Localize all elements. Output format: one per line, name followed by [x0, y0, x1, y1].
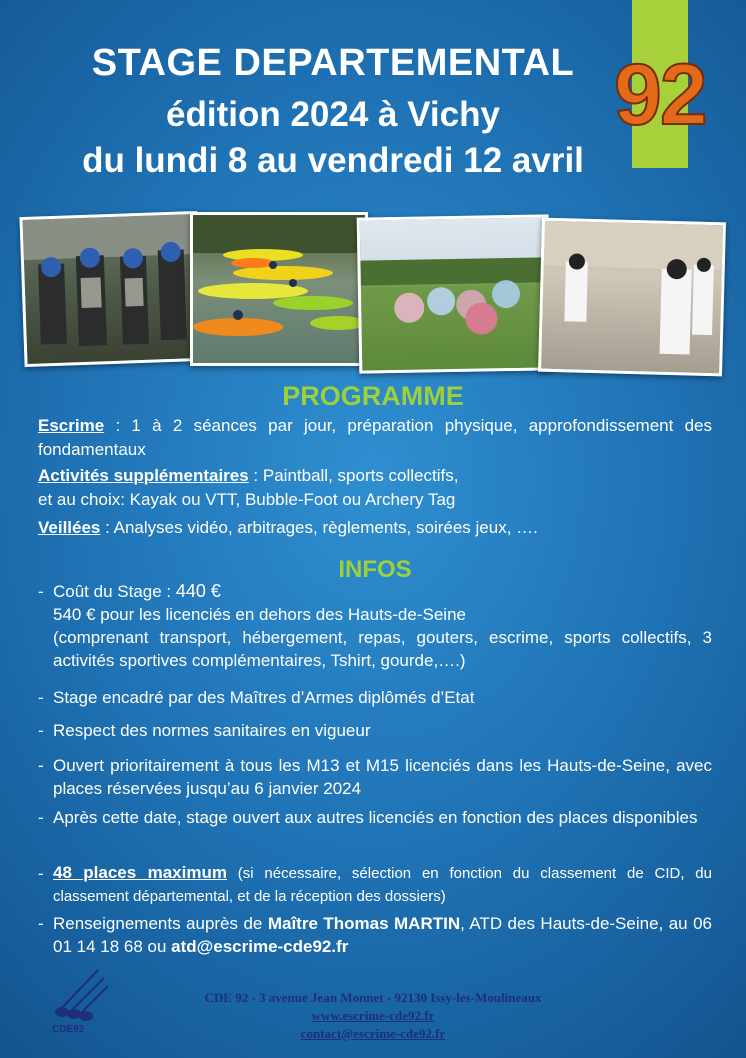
paintball-photo [19, 211, 202, 367]
veillees-text: : Analyses vidéo, arbitrages, règlements, soirées jeux, …. [100, 518, 538, 537]
info-places: - 48 places maximum (si nécessaire, sélection en fonction du classement de CID, du classement départemental, et de la réception des dossiers) [38, 863, 712, 905]
escrime-text: : 1 à 2 séances par jour, préparation physique, approfondissement des fondamentaux [38, 416, 712, 459]
edition-subtitle: édition 2024 à Vichy [166, 95, 500, 134]
programme-escrime [38, 414, 712, 462]
info-encadrement: - Stage encadré par des Maîtres d’Armes diplômés d’Etat [38, 686, 712, 709]
bubble-foot-photo [357, 214, 552, 373]
apres-text: Après cette date, stage ouvert aux autres licenciés en fonction des places disponibles [53, 808, 698, 827]
veillees-label: Veillées [38, 518, 101, 537]
cout-label: Coût du Stage : [53, 582, 176, 601]
places-text: (si nécessaire, sélection en fonction du classement de CID, du classement départemental, et de la réception des dossiers) [53, 865, 712, 905]
badge-92: 92 [614, 47, 706, 143]
programme-heading: PROGRAMME [282, 381, 464, 411]
activites-text1: : Paintball, sports collectifs, [248, 466, 459, 485]
info-cout: - Coût du Stage : 440 € 540 € pour les licenciés en dehors des Hauts-de-Seine (comprenant transport, hébergement, repas, gouters, escrime, sports collectifs, 3 activités sportives complémentaires, Tshirt, gourde,….) [38, 581, 712, 670]
cout-line3: (comprenant transport, hébergement, repas, gouters, escrime, sports collectifs, 3 activités sportives complémentaires, Tshirt, gourde,….) [53, 628, 712, 670]
places-label: 48 places maximum [53, 863, 227, 882]
infos-heading: INFOS [338, 556, 412, 583]
logo-text: CDE92 [52, 1024, 85, 1035]
programme-activites [38, 464, 712, 512]
info-renseignements: - Renseignements auprès de Maître Thomas MARTIN, ATD des Hauts-de-Seine, au 06 01 14 18 68 ou atd@escrime-cde92.fr [38, 914, 712, 956]
ouvert-text: Ouvert prioritairement à tous les M13 et M15 licenciés dans les Hauts-de-Seine, avec places réservées jusqu’au 6 janvier 2024 [53, 756, 712, 798]
escrime-label: Escrime [38, 416, 105, 435]
activites-label: Activités supplémentaires [38, 466, 249, 485]
cout-price: 440 € [175, 581, 221, 601]
sanitaires-text: Respect des normes sanitaires en vigueur [53, 721, 371, 740]
info-sanitaires: - Respect des normes sanitaires en vigueur [38, 719, 712, 742]
info-apres: - Après cette date, stage ouvert aux autres licenciés en fonction des places disponibles [38, 806, 712, 829]
info-ouvert: - Ouvert prioritairement à tous les M13 et M15 licenciés dans les Hauts-de-Seine, avec places réservées jusqu’au 6 janvier 2024 [38, 756, 712, 798]
contact-email-link[interactable]: atd@escrime-cde92.fr [171, 937, 349, 956]
cout-line2: 540 € pour les licenciés en dehors des Hauts-de-Seine [53, 605, 466, 624]
date-subtitle: du lundi 8 au vendredi 12 avril [82, 141, 584, 180]
footer-address: CDE 92 - 3 avenue Jean Monnet - 92130 Issy-les-Moulineaux [204, 990, 542, 1005]
programme-veillees [38, 516, 712, 540]
fencing-photo [538, 218, 726, 377]
renseignements-middle: , ATD des Hauts-de-Seine, au 06 01 14 18 68 ou [53, 914, 712, 956]
contact-name: Maître Thomas MARTIN [267, 914, 461, 933]
page-title: STAGE DEPARTEMENTAL [91, 42, 575, 84]
renseignements-prefix: Renseignements auprès de [53, 914, 268, 933]
kayak-photo [190, 212, 368, 366]
encadrement-text: Stage encadré par des Maîtres d’Armes diplômés d’Etat [53, 688, 475, 707]
activites-text2: et au choix: Kayak ou VTT, Bubble-Foot ou Archery Tag [38, 490, 456, 509]
footer-contact-link[interactable]: contact@escrime-cde92.fr [300, 1026, 446, 1041]
footer-website-link[interactable]: www.escrime-cde92.fr [311, 1008, 435, 1023]
